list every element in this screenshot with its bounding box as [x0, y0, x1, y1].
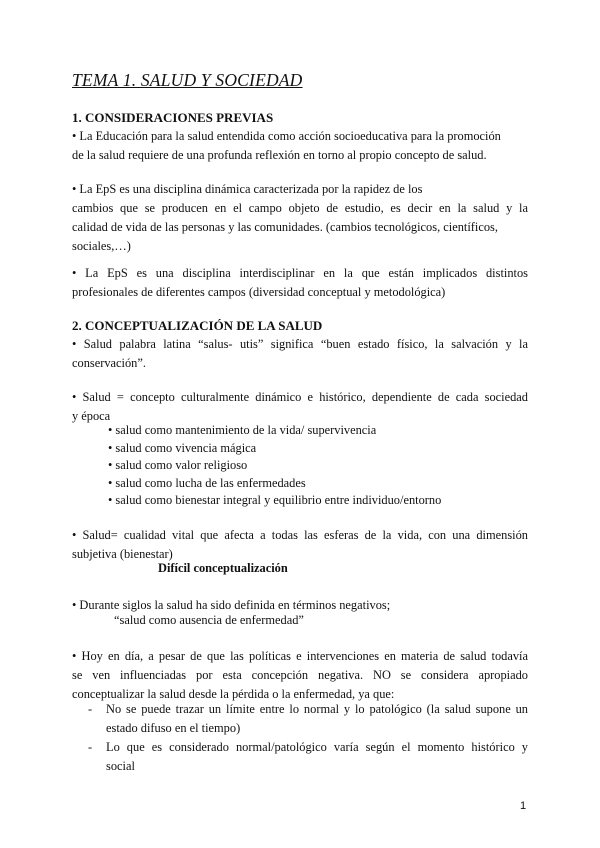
paragraph-salud-etymology	[72, 335, 528, 373]
text-line: conservación”.	[72, 356, 146, 370]
text-line: calidad de vida de las personas y las comunidades. (cambios tecnológicos, científicos,	[72, 220, 498, 234]
text-line: • Salud palabra latina “salus- utis” significa “buen estado físico, la salvación y la	[72, 337, 528, 351]
text-line: Lo que es considerado normal/patológico varía según el momento histórico y	[106, 740, 528, 754]
list-item: • salud como valor religioso	[108, 458, 248, 472]
list-item: • salud como bienestar integral y equilibrio entre individuo/entorno	[108, 493, 442, 507]
emphasis-text: Difícil conceptualización	[158, 561, 288, 575]
text-line: • La Educación para la salud entendida como acción socioeducativa para la promoción	[72, 129, 501, 143]
paragraph-current-view	[72, 647, 528, 704]
text-line: social	[106, 759, 135, 773]
text-line: se ven influenciadas por esta concepción negativa. NO se considera apropiado	[72, 668, 528, 682]
paragraph-salud-vital	[72, 526, 528, 564]
list-item: • salud como vivencia mágica	[108, 440, 257, 455]
text-line: conceptualizar la salud desde la pérdida o la enfermedad, ya que:	[72, 687, 395, 701]
text-line: • Durante siglos la salud ha sido definida en términos negativos;	[72, 598, 391, 612]
text-line: • Salud= cualidad vital que afecta a todas las esferas de la vida, con una dimensión	[72, 528, 528, 542]
paragraph-eps-definition	[72, 127, 528, 165]
dash-marker: -	[88, 740, 93, 754]
section-heading-consideraciones: 1. CONSIDERACIONES PREVIAS	[72, 110, 274, 125]
text-line: sociales,…)	[72, 239, 131, 253]
list-item: • salud como mantenimiento de la vida/ supervivencia	[108, 423, 377, 437]
page-title: TEMA 1. SALUD Y SOCIEDAD	[72, 70, 303, 90]
paragraph-eps-dynamic	[72, 180, 528, 256]
dash-marker: -	[88, 702, 93, 716]
paragraph-eps-interdisciplinary	[72, 264, 528, 302]
quote-text: “salud como ausencia de enfermedad”	[114, 613, 304, 627]
text-line: profesionales de diferentes campos (diversidad conceptual y metodológica)	[72, 285, 446, 299]
text-line: subjetiva (bienestar)	[72, 547, 173, 561]
text-line: estado difuso en el tiempo)	[106, 721, 241, 735]
list-item	[88, 700, 528, 738]
section-heading-conceptualizacion: 2. CONCEPTUALIZACIÓN DE LA SALUD	[72, 318, 323, 333]
text-line: • Hoy en día, a pesar de que las políticas e intervenciones en materia de salud todavía	[72, 649, 528, 663]
salud-concepts-list	[108, 422, 441, 510]
page-number: 1	[520, 800, 527, 812]
list-item	[88, 738, 528, 776]
text-line: • Salud = concepto culturalmente dinámico e histórico, dependiente de cada sociedad	[72, 390, 528, 404]
list-item: • salud como lucha de las enfermedades	[108, 475, 306, 490]
text-line: • La EpS es una disciplina interdisciplinar en la que están implicados distintos	[72, 266, 528, 280]
text-line: No se puede trazar un límite entre lo normal y lo patológico (la salud supone un	[106, 702, 528, 716]
text-line: de la salud requiere de una profunda reflexión en torno al propio concepto de salud.	[72, 148, 487, 162]
text-line: cambios que se producen en el campo objeto de estudio, es decir en la salud y la	[72, 201, 528, 215]
paragraph-salud-cultural	[72, 388, 528, 426]
text-line: y época	[72, 409, 111, 423]
reasons-list	[88, 700, 528, 776]
text-line: • La EpS es una disciplina dinámica caracterizada por la rapidez de los	[72, 182, 423, 196]
